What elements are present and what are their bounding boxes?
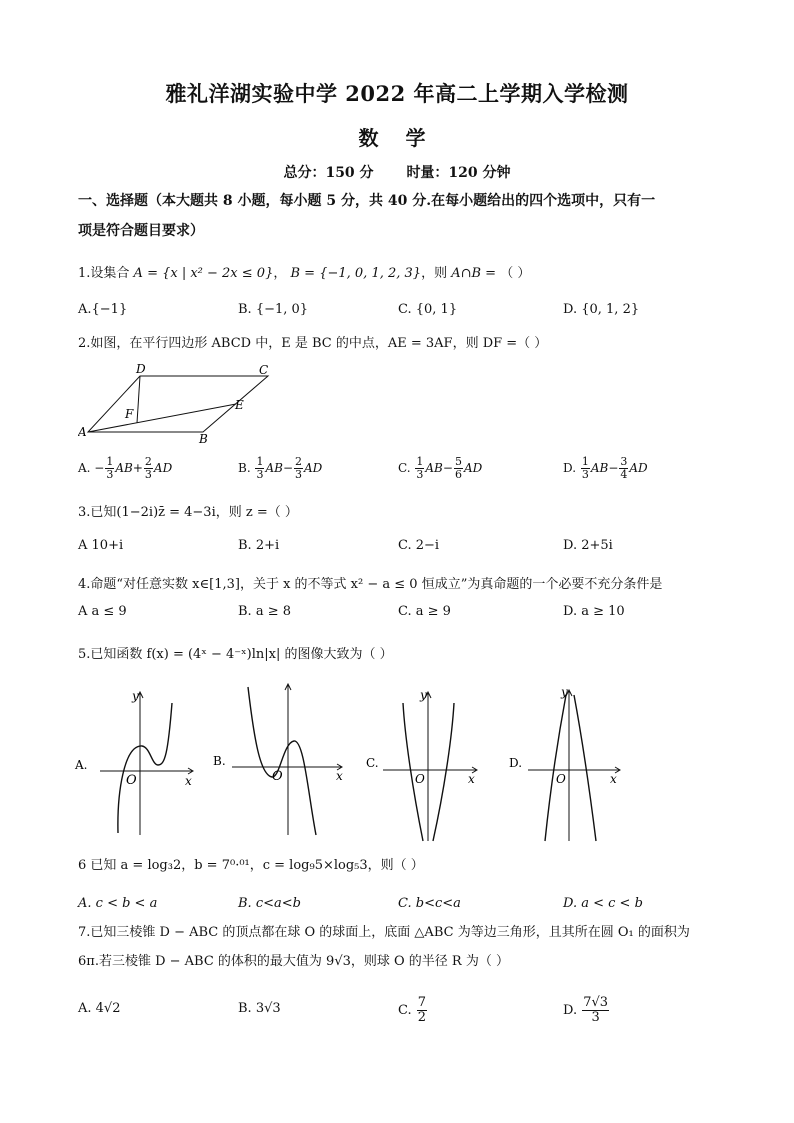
svg-text:y: y <box>420 688 427 702</box>
q6-option-c[interactable]: C. b<c<a <box>398 896 461 911</box>
label-a: A <box>78 425 87 439</box>
q3-option-a[interactable]: A 10+i <box>78 538 124 553</box>
question-4: 4.命题“对任意实数 x∈[1,3]，关于 x 的不等式 x² − a ≤ 0 恒成立”为真命题的一个必要不充分条件是 <box>78 577 663 592</box>
q2-option-a[interactable]: A. − $\frac{1}{3}$ AB+ $\frac{2}{3}$ AD <box>78 455 173 481</box>
section-heading-line1: 一、选择题（本大题共 8 小题，每小题 5 分，共 40 分.在每小题给出的四个选项中，只有一 <box>78 193 656 209</box>
q1-paren: （ ） <box>500 266 531 281</box>
svg-text:B.: B. <box>213 754 226 768</box>
label-e: E <box>235 398 244 412</box>
q7-option-d[interactable]: D. $\frac{7√3}{3}$ <box>563 995 609 1025</box>
q6-option-b[interactable]: B. c<a<b <box>238 896 301 911</box>
q5-graph-a[interactable] <box>72 683 202 838</box>
q1-option-d[interactable]: D. {0, 1, 2} <box>563 302 640 317</box>
svg-text:x: x <box>336 769 343 783</box>
q4-option-a[interactable]: A a ≤ 9 <box>78 604 127 619</box>
q4-option-c[interactable]: C. a ≥ 9 <box>398 604 451 619</box>
svg-text:D.: D. <box>509 756 523 770</box>
svg-text:y: y <box>132 689 139 703</box>
q7-option-a[interactable]: A. 4√2 <box>78 1001 121 1016</box>
q1-text-b: ，则 <box>421 266 448 281</box>
q6-option-d[interactable]: D. a < c < b <box>563 896 643 911</box>
svg-text:y: y <box>561 685 568 699</box>
q1-set-b: B = {−1, 0, 1, 2, 3} <box>290 266 422 281</box>
q5-graph-d[interactable] <box>508 683 628 843</box>
q1-option-b[interactable]: B. {−1, 0} <box>238 302 309 317</box>
parallelogram-figure <box>78 362 278 444</box>
section-heading <box>78 186 723 246</box>
exam-subject: 数 学 <box>358 126 436 150</box>
question-7-line1: 7.已知三棱锥 D − ABC 的顶点都在球 O 的球面上，底面 △ABC 为等边三角形，且其所在圆 O₁ 的面积为 <box>78 925 690 940</box>
q3-option-d[interactable]: D. 2+5i <box>563 538 613 553</box>
question-5: 5.已知函数 f(x) = (4ˣ − 4⁻ˣ)ln|x| 的图像大致为（ ） <box>78 647 393 662</box>
q1-text-a: 1.设集合 <box>78 266 130 281</box>
svg-text:O: O <box>556 772 566 786</box>
q2-option-b[interactable]: B. $\frac{1}{3}$ AB− $\frac{2}{3}$ AD <box>238 455 323 481</box>
q2-option-c[interactable]: C. $\frac{1}{3}$ AB− $\frac{5}{6}$ AD <box>398 455 483 481</box>
section-heading-line2: 项是符合题目要求） <box>78 223 204 239</box>
q6-options <box>78 896 728 916</box>
svg-text:A.: A. <box>75 758 88 772</box>
q5-graph-c[interactable] <box>365 683 485 843</box>
question-6: 6 已知 a = log₃2，b = 7⁰·⁰¹，c = log₉5×log₅3，则（ ） <box>78 858 424 873</box>
label-f: F <box>125 407 134 421</box>
q7-option-c[interactable]: C. $\frac{7}{2}$ <box>398 995 427 1025</box>
total-score: 总分：150 分 <box>283 165 374 181</box>
q3-options <box>78 538 728 558</box>
segment-df <box>137 376 140 423</box>
svg-text:x: x <box>468 772 475 786</box>
q3-option-c[interactable]: C. 2−i <box>398 538 440 553</box>
svg-text:C.: C. <box>366 756 379 770</box>
question-1 <box>78 265 728 283</box>
label-c: C <box>259 363 269 377</box>
q3-option-b[interactable]: B. 2+i <box>238 538 280 553</box>
q5-graph-b[interactable] <box>210 683 350 838</box>
q2-option-d[interactable]: D. $\frac{1}{3}$ AB− $\frac{3}{4}$ AD <box>563 455 648 481</box>
q4-option-d[interactable]: D. a ≥ 10 <box>563 604 625 619</box>
q1-expr: A∩B = <box>451 266 497 281</box>
q1-option-a[interactable]: A.{−1} <box>78 302 128 317</box>
svg-text:O: O <box>272 769 283 784</box>
q1-set-a: A = {x | x² − 2x ≤ 0} <box>133 266 274 281</box>
q1-option-c[interactable]: C. {0, 1} <box>398 302 458 317</box>
svg-text:x: x <box>185 774 192 788</box>
question-7-line2: 6π.若三棱锥 D − ABC 的体积的最大值为 9√3，则球 O 的半径 R 为（ ） <box>78 954 509 969</box>
q6-option-a[interactable]: A. c < b < a <box>78 896 158 911</box>
q1-sep: ， <box>273 266 287 281</box>
svg-text:x: x <box>610 772 617 786</box>
q2-options <box>78 456 728 490</box>
question-3: 3.已知(1−2i)z̄ = 4−3i，则 z =（ ） <box>78 505 298 520</box>
q4-option-b[interactable]: B. a ≥ 8 <box>238 604 291 619</box>
label-b: B <box>199 432 208 444</box>
q7-options <box>78 996 728 1030</box>
q4-options <box>78 604 728 624</box>
time-limit: 时量：120 分钟 <box>406 165 511 181</box>
q1-options <box>78 302 728 322</box>
svg-text:O: O <box>126 773 137 788</box>
q7-option-b[interactable]: B. 3√3 <box>238 1001 281 1016</box>
label-d: D <box>136 362 146 376</box>
svg-text:O: O <box>415 772 425 786</box>
question-2: 2.如图，在平行四边形 ABCD 中，E 是 BC 的中点，AE = 3AF，则 DF =（ ） <box>78 336 548 351</box>
exam-meta <box>0 162 794 182</box>
exam-title: 雅礼洋湖实验中学 2022 年高二上学期入学检测 <box>165 81 629 106</box>
